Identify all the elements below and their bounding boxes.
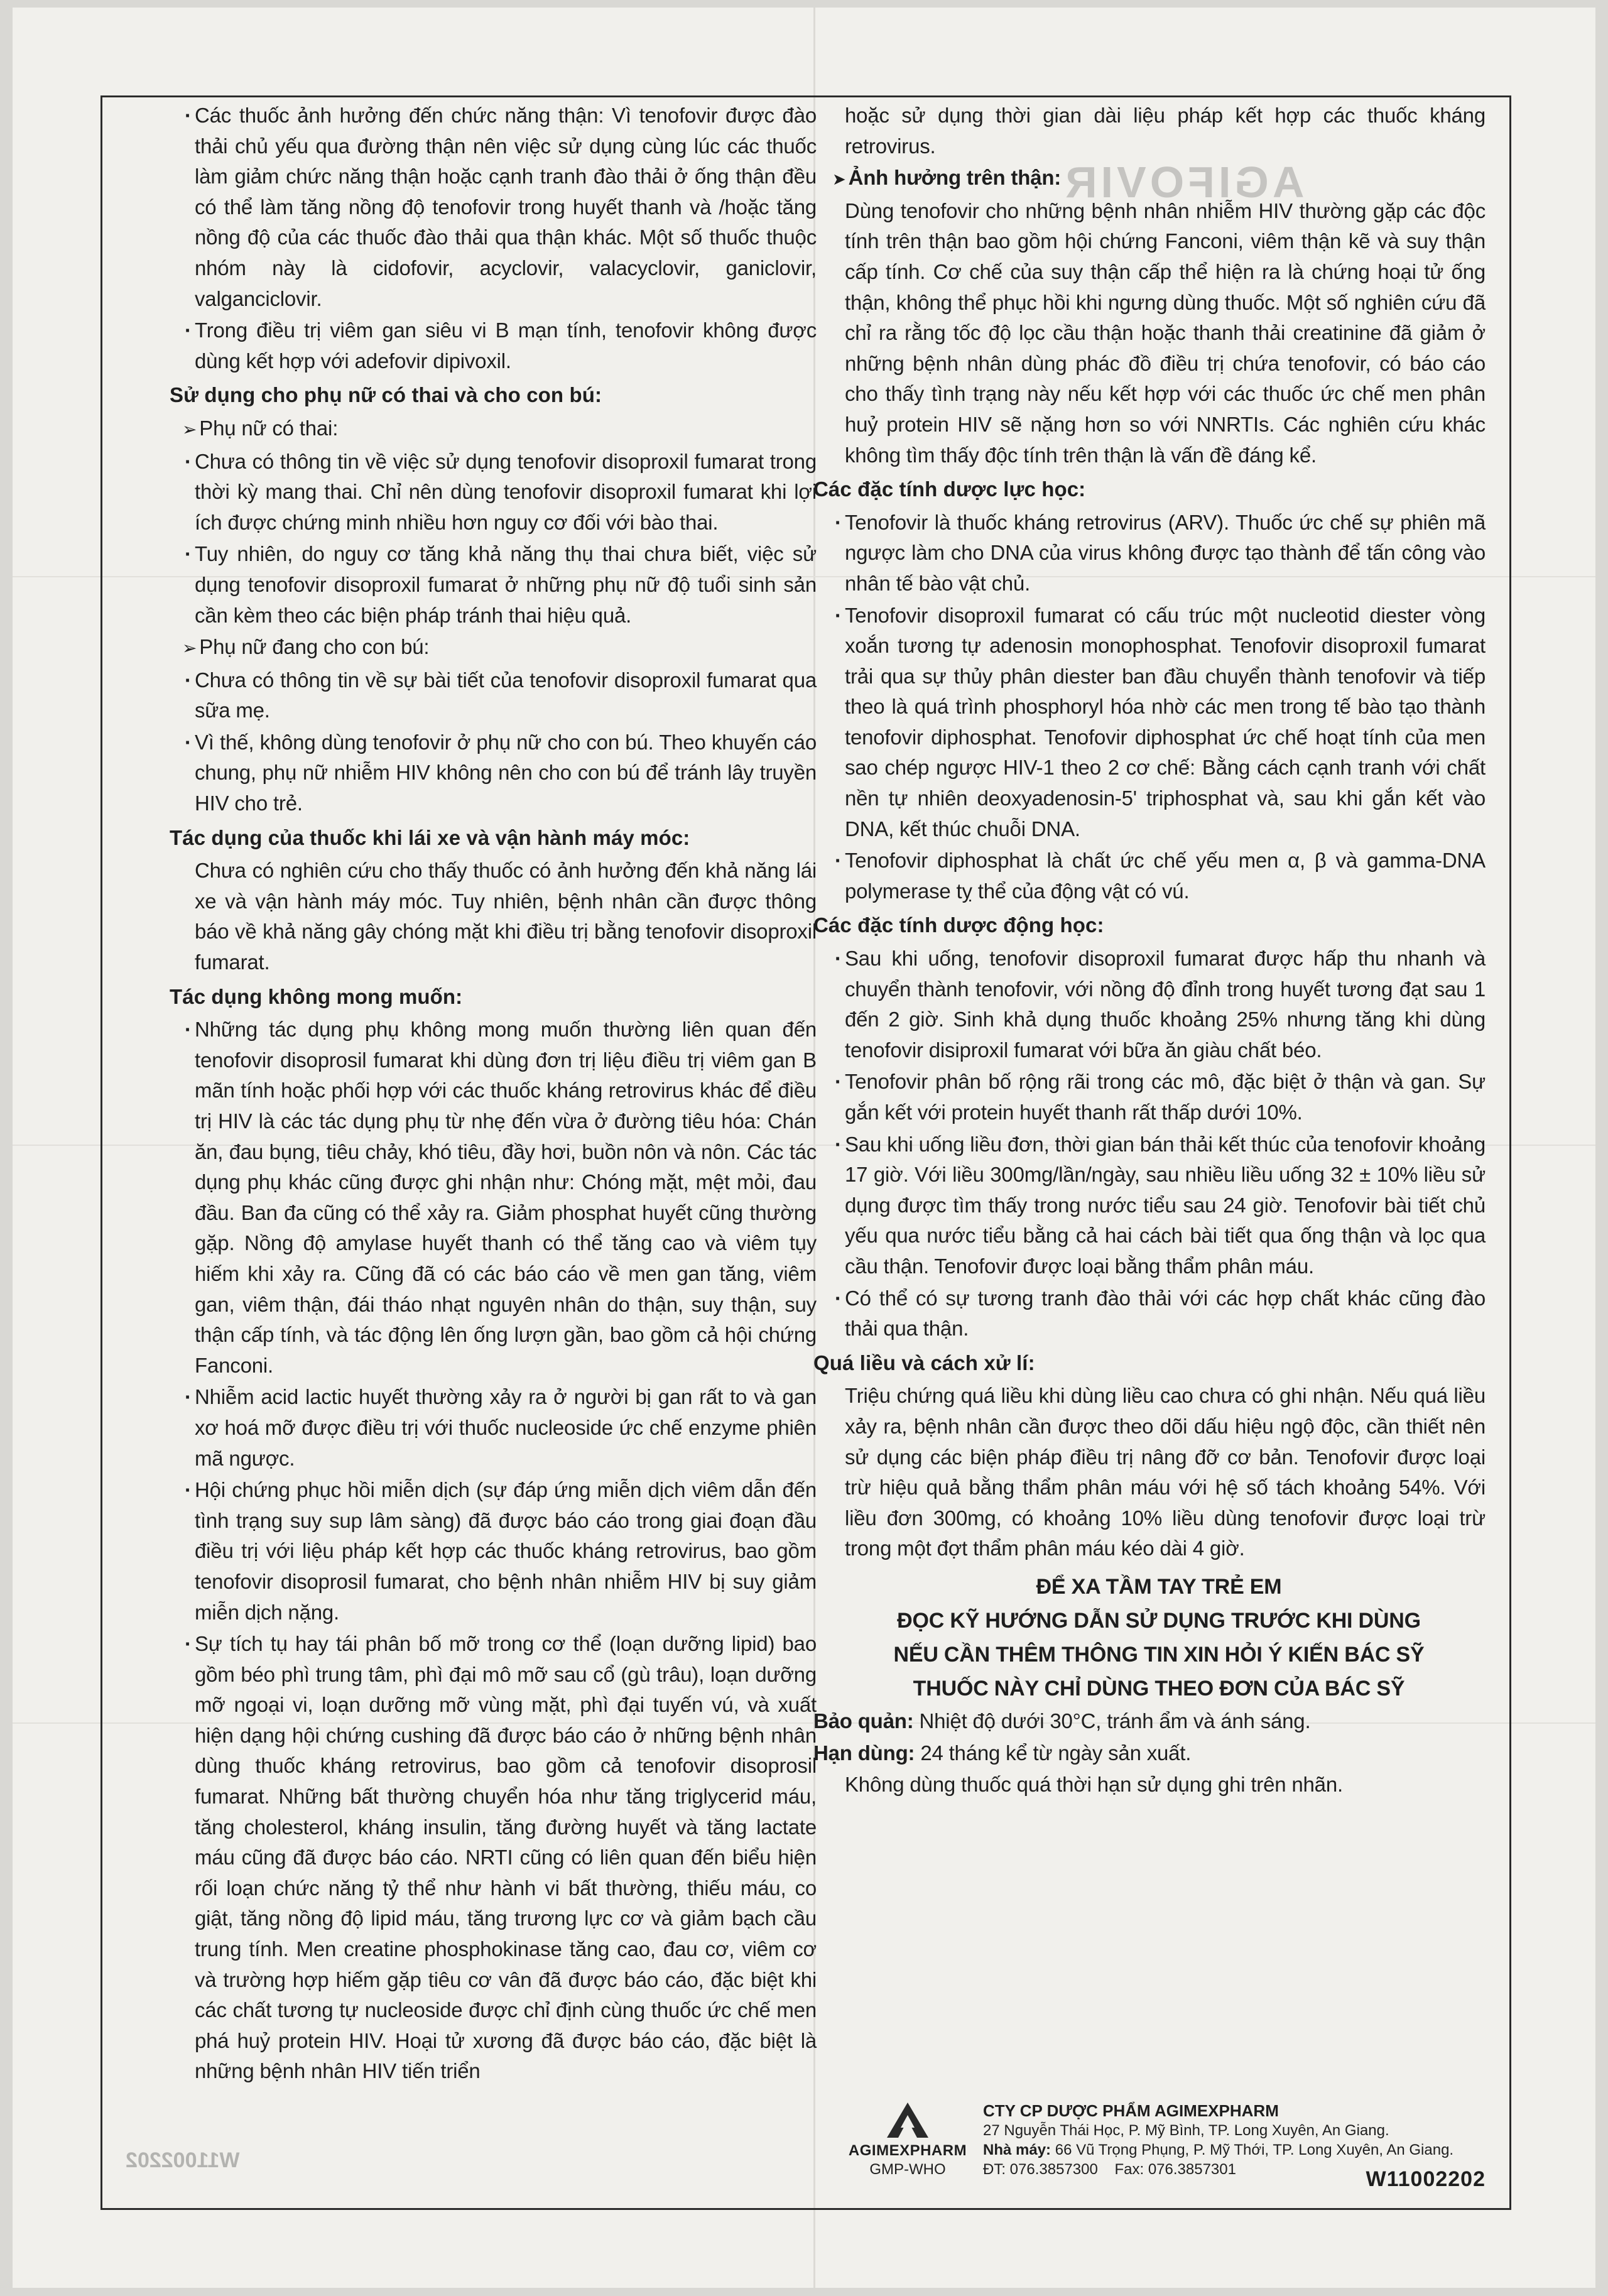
company-address: 27 Nguyễn Thái Học, P. Mỹ Bình, TP. Long Xuyên, An Giang. [983,2122,1389,2139]
pharmacokinetics-item: · Tenofovir phân bố rộng rãi trong các mô, đặc biệt ở thận và gan. Sự gắn kết với protein huyết thanh rất thấp dưới 10%. [832,1067,1486,1128]
pregnant-item: · Tuy nhiên, do nguy cơ tăng khả năng thụ thai chưa biết, việc sử dụng tenofovir disoproxil fumarat ở những phụ nữ độ tuổi sinh sản cần kèm theo các biện pháp tránh thai hiệu quả. [182,539,817,631]
left-column [170,101,817,2088]
renal-drugs-item: · Các thuốc ảnh hưởng đến chức năng thận: Vì tenofovir được đào thải chủ yếu qua đường thận nên việc sử dụng cùng lúc các thuốc làm giảm chức năng thận hoặc cạnh tranh đào thải ở ống thận đều có thể làm tăng nồng độ tenofovir trong huyết thanh và /hoặc tăng nồng độ của các thuốc đào thải qua thận khác. Một số thuốc thuộc nhóm này là cidofovir, acyclovir, valacyclovir, ganiclovir, valganciclovir. [182,101,817,314]
adverse-intro: · Những tác dụng phụ không mong muốn thường liên quan đến tenofovir disoprosil fumarat khi dùng đơn trị liệu điều trị viêm gan B mãn tính hoặc phối hợp với các thuốc kháng retrovirus khác để điều trị HIV là các tác dụng phụ từ nhẹ đến vừa ở đường tiêu hóa: Chán ăn, đau bụng, tiêu chảy, khó tiêu, đầy hơi, buồn nôn và nôn. Các tác dụng phụ khác cũng được ghi nhận như: Chóng mặt, mệt mỏi, đau đầu. Ban đa cũng có thể xảy ra. Giảm phosphat huyết cũng thường gặp. Nồng độ amylase huyết thanh có thể tăng cao và viêm tụy hiếm khi xảy ra. Cũng đã có các báo cáo về men gan tăng, viêm gan, viêm thận, đái tháo nhạt nguyên nhân do thận, suy thận, suy thận cấp tính, và tác động lên ống lượn gần, bao gồm cả hội chứng Fanconi. [182,1015,817,1381]
warning-line: ĐỌC KỸ HƯỚNG DẪN SỬ DỤNG TRƯỚC KHI DÙNG [897,1608,1421,1633]
company-name: CTY CP DƯỢC PHẨM AGIMEXPHARM [983,2101,1279,2120]
pharmacokinetics-heading: Các đặc tính dược động học: [813,913,1104,937]
driving-heading: Tác dụng của thuốc khi lái xe và vận hành máy móc: [170,825,690,849]
company-logo [842,2101,974,2179]
adverse-item: · Nhiễm acid lactic huyết thường xảy ra ở người bị gan rất to và gan xơ hoá mỡ được điều trị với thuốc nucleoside ức chế enzyme phiên mã ngược. [182,1382,817,1474]
phone: ĐT: 076.3857300 [983,2161,1098,2178]
storage-label: Bảo quản: [813,1709,914,1733]
warning-block [832,1570,1486,1705]
warning-line: THUỐC NÀY CHỈ DÙNG THEO ĐƠN CỦA BÁC SỸ [913,1676,1405,1700]
logo-text: AGIMEXPHARM [848,2142,967,2159]
pharmacodynamics-item: · Tenofovir diphosphat là chất ức chế yếu men α, β và gamma-DNA polymerase tỵ thể của động vật có vú. [832,846,1486,906]
nursing-item: · Vì thế, không dùng tenofovir ở phụ nữ cho con bú. Theo khuyến cáo chung, phụ nữ nhiễm HIV không nên cho con bú để tránh lây truyền HIV cho trẻ. [182,727,817,819]
warning-line: NẾU CẦN THÊM THÔNG TIN XIN HỎI Ý KIẾN BÁC SỸ [893,1642,1425,1667]
right-column [813,101,1486,1802]
overdose-text: Triệu chứng quá liều khi dùng liều cao chưa có ghi nhận. Nếu quá liều xảy ra, bệnh nhân cần được theo dõi dấu hiệu ngộ độc, cần thiết nên sử dụng các biện pháp điều trị nâng đỡ cơ bản. Tenofovir được loại trừ hiệu quả bằng thẩm phân máu với hệ số tách khoảng 54%. Với liều đơn 300mg, có khoảng 10% liều dùng tenofovir được loại trừ trong một đợt thẩm phân máu kéo dài 4 giờ. [845,1384,1486,1560]
expiry-label: Hạn dùng: [813,1741,915,1765]
continuation-text: hoặc sử dụng thời gian dài liệu pháp kết hợp các thuốc kháng retrovirus. [845,104,1486,158]
warning-line: ĐỂ XA TẦM TAY TRẺ EM [1036,1574,1282,1599]
driving-text: Chưa có nghiên cứu cho thấy thuốc có ảnh hưởng đến khả năng lái xe và vận hành máy móc. Tuy nhiên, bệnh nhân cần được thông báo về khả năng gây chóng mặt khi điều trị bằng tenofovir disoproxil fumarat. [195,859,817,974]
overdose-heading: Quá liều và cách xử lí: [813,1351,1035,1374]
expiry-note: Không dùng thuốc quá thời hạn sử dụng ghi trên nhãn. [845,1773,1343,1797]
pregnant-item: · Chưa có thông tin về việc sử dụng tenofovir disoproxil fumarat trong thời kỳ mang thai. Chỉ nên dùng tenofovir disoproxil fumarat khi lợi ích được chứng minh nhiều hơn nguy cơ đối với bào thai. [182,447,817,538]
document-code: W11002202 [1366,2167,1486,2191]
show-through-brand: AGIFOVIR [1062,158,1305,207]
kidney-heading: ➤ Ảnh hưởng trên thận: [832,163,1486,195]
expiry-text: 24 tháng kể từ ngày sản xuất. [920,1741,1192,1765]
pharmacodynamics-item: · Tenofovir là thuốc kháng retrovirus (ARV). Thuốc ức chế sự phiên mã ngược làm cho DNA của virus không được tạo thành để tấn công vào nhân tế bào vật chủ. [832,508,1486,599]
fax: Fax: 076.3857301 [1114,2161,1236,2178]
factory-label: Nhà máy: [983,2141,1051,2158]
adverse-item: · Sự tích tụ hay tái phân bố mỡ trong cơ thể (loạn dưỡng lipid) bao gồm béo phì trung tâm, phì đại mô mỡ sau cổ (gù trâu), loạn dưỡng mỡ ngoại vi, loạn dưỡng mỡ vùng mặt, phì đại tuyến vú, và xuất hiện dạng hội chứng cushing đã được báo cáo ở những bệnh nhân dùng thuốc kháng retrovirus, bao gồm cả tenofovir disoprosil fumarat. Những bất thường chuyển hóa như tăng triglycerid máu, tăng cholesterol, kháng insulin, tăng đường huyết và tăng lactate máu cũng đã được báo cáo. NRTI cũng có liên quan đến biểu hiện rối loạn chức năng tỷ thể như hành vi bất thường, thiếu máu, co giật, tăng nồng độ lipid máu, tăng trương lực cơ và giảm bạch cầu trung tính. Men creatine phosphokinase tăng cao, đau cơ, viêm cơ và trường hợp hiếm gặp tiêu cơ vân đã được báo cáo, đặc biệt khi các chất tương tự nucleoside được chỉ định cùng thuốc ức chế men phá huỷ protein HIV. Hoại tử xương đã được báo cáo, đặc biệt là những bệnh nhân HIV tiến triển [182,1629,817,2087]
kidney-text: Dùng tenofovir cho những bệnh nhân nhiễm HIV thường gặp các độc tính trên thận bao gồm hội chứng Fanconi, viêm thận kẽ và suy thận cấp tính. Cơ chế của suy thận cấp thể hiện ra là chứng hoại tử ống thận, không thể phục hồi khi ngưng dùng thuốc. Một số nghiên cứu đã chỉ ra rằng tốc độ lọc cầu thận hoặc thanh thải creatinine đã giảm ở những bệnh nhân dùng phác đồ điều trị chứa tenofovir, có báo cáo cho thấy tình trạng này nếu kết hợp với các thuốc ức chế men phân huỷ protein HIV sẽ nặng hơn so với NNRTIs. Các nghiên cứu khác không tìm thấy độc tính trên thận là vấn đề đáng kể. [845,199,1486,467]
pharmacokinetics-item: · Sau khi uống, tenofovir disoproxil fumarat được hấp thu nhanh và chuyển thành tenofovir, với nồng độ đỉnh trong huyết tương đạt sau 1 đến 2 giờ. Sinh khả dụng thuốc khoảng 25% nhưng tăng khi dùng tenofovir disiproxil fumarat với bữa ăn giàu chất béo. [832,944,1486,1065]
storage-text: Nhiệt độ dưới 30°C, tránh ẩm và ánh sáng. [919,1709,1311,1733]
hepatitis-b-item: · Trong điều trị viêm gan siêu vi B mạn tính, tenofovir không được dùng kết hợp với adefovir dipivoxil. [182,315,817,376]
pharmacodynamics-item: · Tenofovir disoproxil fumarat có cấu trúc một nucleotid diester vòng xoắn tương tự adenosin monophosphat. Tenofovir disoproxil fumarat trải qua sự thủy phân diester ban đầu chuyển thành tenofovir và tiếp theo là quá trình phosphoryl hóa nhờ các men trong tế bào tạo thành tenofovir diphosphat. Tenofovir diphosphat ức chế hoạt tính của men sao chép ngược HIV-1 theo 2 cơ chế: Bằng cách cạnh tranh với chất nền tự nhiên deoxyadenosin-5' triphosphat và, sau khi gắn kết vào DNA, kết thúc chuỗi DNA. [832,601,1486,845]
pharmacokinetics-item: · Có thể có sự tương tranh đào thải với các hợp chất khác cũng đào thải qua thận. [832,1283,1486,1344]
pregnant-label: ➢ Phụ nữ có thai: [182,413,817,445]
nursing-item: · Chưa có thông tin về sự bài tiết của tenofovir disoproxil fumarat qua sữa mẹ. [182,665,817,726]
storage-block [813,1706,1486,1800]
gmp-label: GMP-WHO [869,2161,946,2178]
adverse-heading: Tác dụng không mong muốn: [170,984,463,1008]
adverse-item: · Hội chứng phục hồi miễn dịch (sự đáp ứng miễn dịch viêm dẫn đến tình trạng suy sup lâm sàng) đã được báo cáo trong giai đoạn đầu điều trị với liệu pháp kết hợp các thuốc kháng retrovirus, bao gồm tenofovir disoprosil fumarat, cho bệnh nhân nhiễm HIV bị suy giảm miễn dịch nặng. [182,1475,817,1628]
nursing-label: ➢ Phụ nữ đang cho con bú: [182,632,817,664]
pregnancy-heading: Sử dụng cho phụ nữ có thai và cho con bú: [170,383,602,407]
show-through-code: W11002202 [126,2148,240,2172]
pharmacokinetics-item: · Sau khi uống liều đơn, thời gian bán thải kết thúc của tenofovir khoảng 17 giờ. Với liều 300mg/lần/ngày, sau nhiều liều uống 32 ± 10% liều sử dụng được tìm thấy trong nước tiểu sau 24 giờ. Tenofovir bài tiết chủ yếu qua nước tiểu bằng cả hai cách bài tiết qua ống thận và lọc qua cầu thận. Tenofovir được loại bằng thẩm phân máu. [832,1129,1486,1282]
agimexpharm-logo-icon [886,2101,930,2139]
factory-address: 66 Vũ Trọng Phụng, P. Mỹ Thới, TP. Long Xuyên, An Giang. [1055,2141,1454,2158]
pharmacodynamics-heading: Các đặc tính dược lực học: [813,477,1086,501]
